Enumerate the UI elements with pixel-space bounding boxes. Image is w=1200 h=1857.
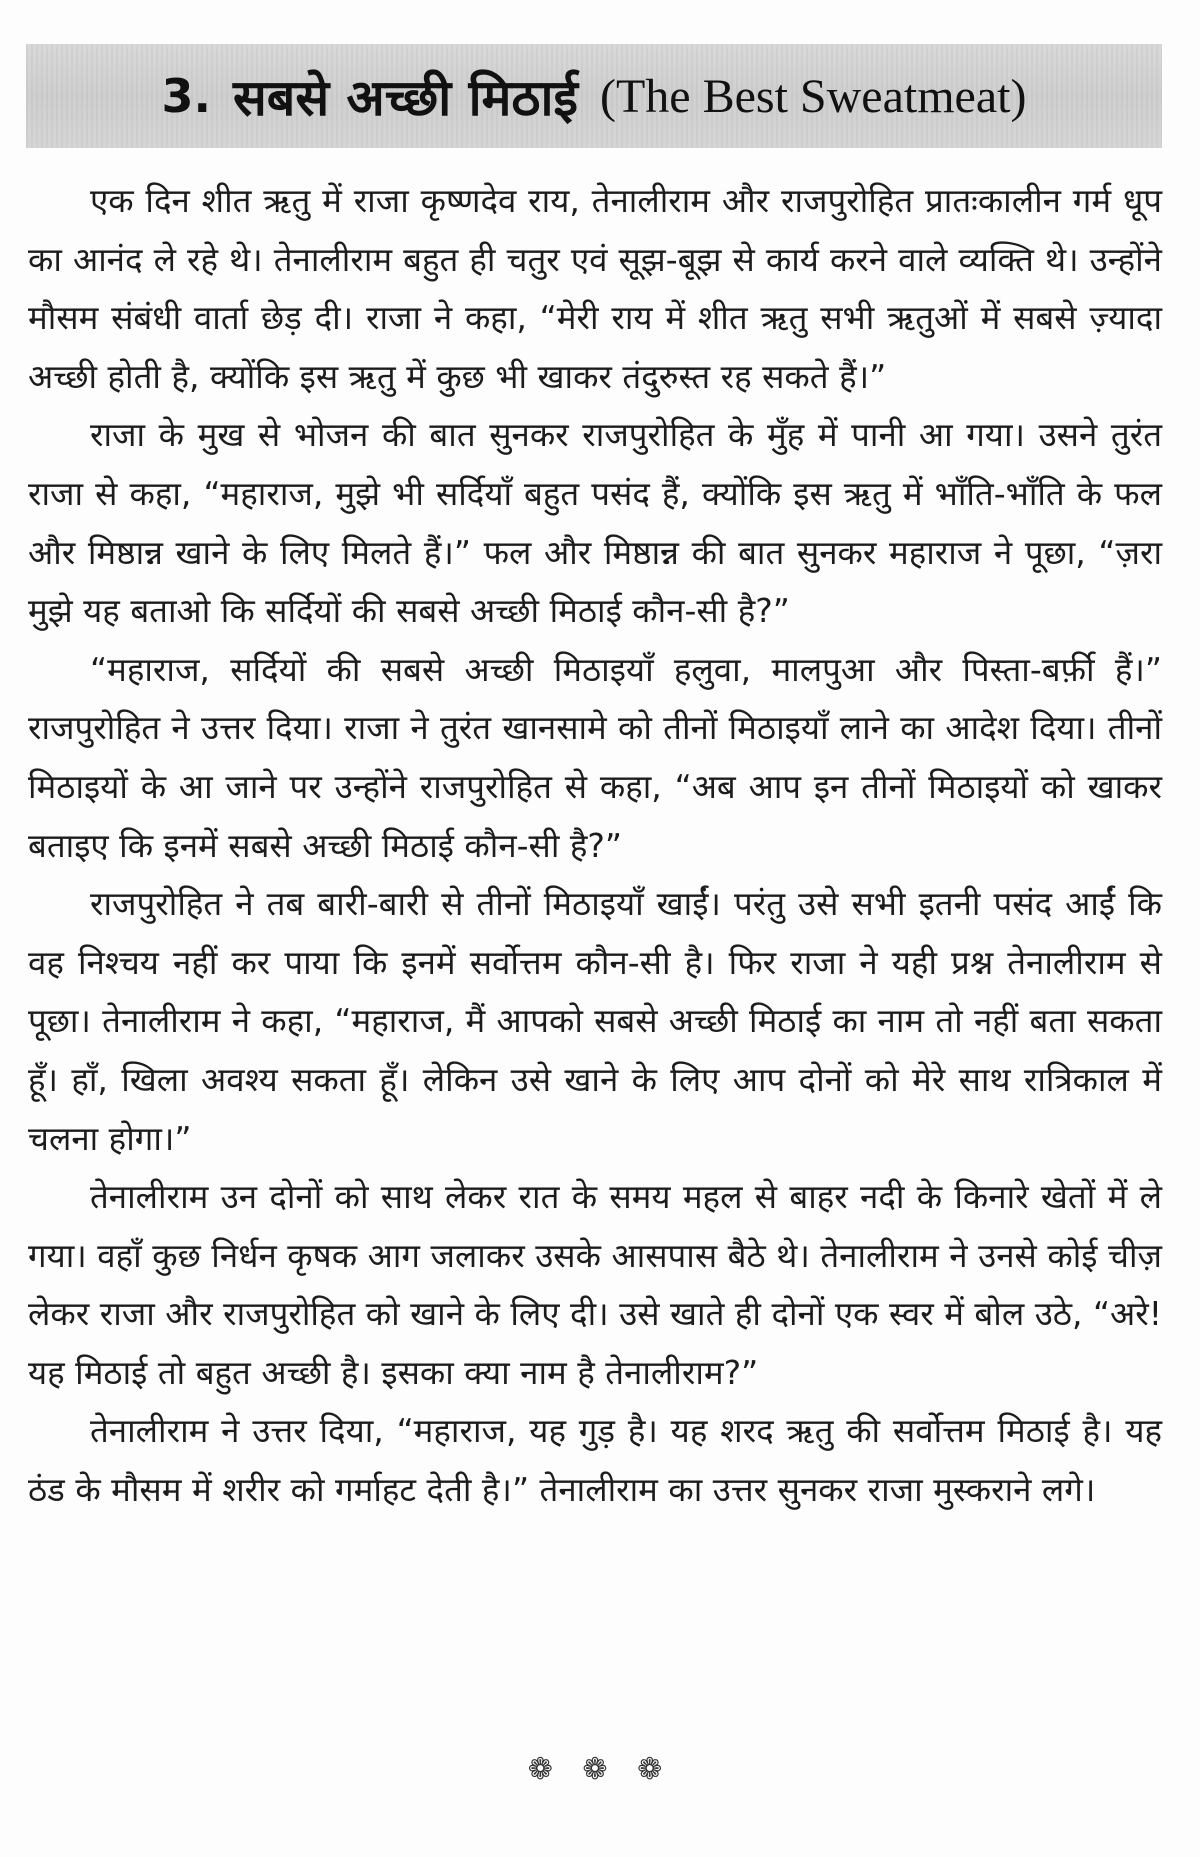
chapter-number: 3. <box>161 69 211 123</box>
chapter-title-band <box>26 44 1162 148</box>
paragraph-6: तेनालीराम ने उत्तर दिया, “महाराज, यह गुड़ है। यह शरद ऋतु की सर्वोत्तम मिठाई है। यह ठंड के मौसम में शरीर को गर्माहट देती है।” तेनालीराम का उत्तर सुनकर राजा मुस्कराने लगे। <box>28 1411 1162 1510</box>
paragraph-3: “महाराज, सर्दियों की सबसे अच्छी मिठाइयाँ हलुवा, मालपुआ और पिस्ता-बर्फ़ी हैं।” राजपुरोहित ने उत्तर दिया। राजा ने तुरंत खानसामे को तीनों मिठाइयाँ लाने का आदेश दिया। तीनों मिठाइयों के आ जाने पर उन्होंने राजपुरोहित से कहा, “अब आप इन तीनों मिठाइयों को खाकर बताइए कि इनमें सबसे अच्छी मिठाई कौन-सी है?” <box>28 649 1162 865</box>
paragraph-4: राजपुरोहित ने तब बारी-बारी से तीनों मिठाइयाँ खाईं। परंतु उसे सभी इतनी पसंद आईं कि वह निश्चय नहीं कर पाया कि इनमें सर्वोत्तम कौन-सी है। फिर राजा ने यही प्रश्न तेनालीराम से पूछा। तेनालीराम ने कहा, “महाराज, मैं आपको सबसे अच्छी मिठाई का नाम तो नहीं बता सकता हूँ। हाँ, खिला अवश्य सकता हूँ। लेकिन उसे खाने के लिए आप दोनों को मेरे साथ रात्रिकाल में चलना होगा।” <box>28 884 1162 1158</box>
chapter-title-hindi: सबसे अच्छी मिठाई <box>233 69 578 127</box>
paragraph-5: तेनालीराम उन दोनों को साथ लेकर रात के समय महल से बाहर नदी के किनारे खेतों में ले गया। वहाँ कुछ निर्धन कृषक आग जलाकर उसके आसपास बैठे थे। तेनालीराम ने उनसे कोई चीज़ लेकर राजा और राजपुरोहित को खाने के लिए दी। उसे खाते ही दोनों एक स्वर में बोल उठे, “अरे! यह मिठाई तो बहुत अच्छी है। इसका क्या नाम है तेनालीराम?” <box>28 1177 1162 1392</box>
paragraph-2: राजा के मुख से भोजन की बात सुनकर राजपुरोहित के मुँह में पानी आ गया। उसने तुरंत राजा से कहा, “महाराज, मुझे भी सर्दियाँ बहुत पसंद हैं, क्योंकि इस ऋतु में भाँति-भाँति के फल और मिष्ठान्न खाने के लिए मिलते हैं।” फल और मिष्ठान्न की बात सुनकर महाराज ने पूछा, “ज़रा मुझे यह बताओ कि सर्दियों की सबसे अच्छी मिठाई कौन-सी है?” <box>28 415 1162 631</box>
paragraph-1: एक दिन शीत ऋतु में राजा कृष्णदेव राय, तेनालीराम और राजपुरोहित प्रातःकालीन गर्म धूप का आनंद ले रहे थे। तेनालीराम बहुत ही चतुर एवं सूझ-बूझ से कार्य करने वाले व्यक्ति थे। उन्होंने मौसम संबंधी वार्ता छेड़ दी। राजा ने कहा, “मेरी राय में शीत ऋतु सभी ऋतुओं में सबसे ज़्यादा अच्छी होती है, क्योंकि इस ऋतु में कुछ भी खाकर तंदुरुस्त रह सकते हैं।” <box>28 181 1162 396</box>
story-body <box>28 172 1162 1520</box>
chapter-title-english: (The Best Sweatmeat) <box>599 69 1027 123</box>
flower-ornament-icon: ❁ ❁ ❁ <box>527 1752 673 1787</box>
